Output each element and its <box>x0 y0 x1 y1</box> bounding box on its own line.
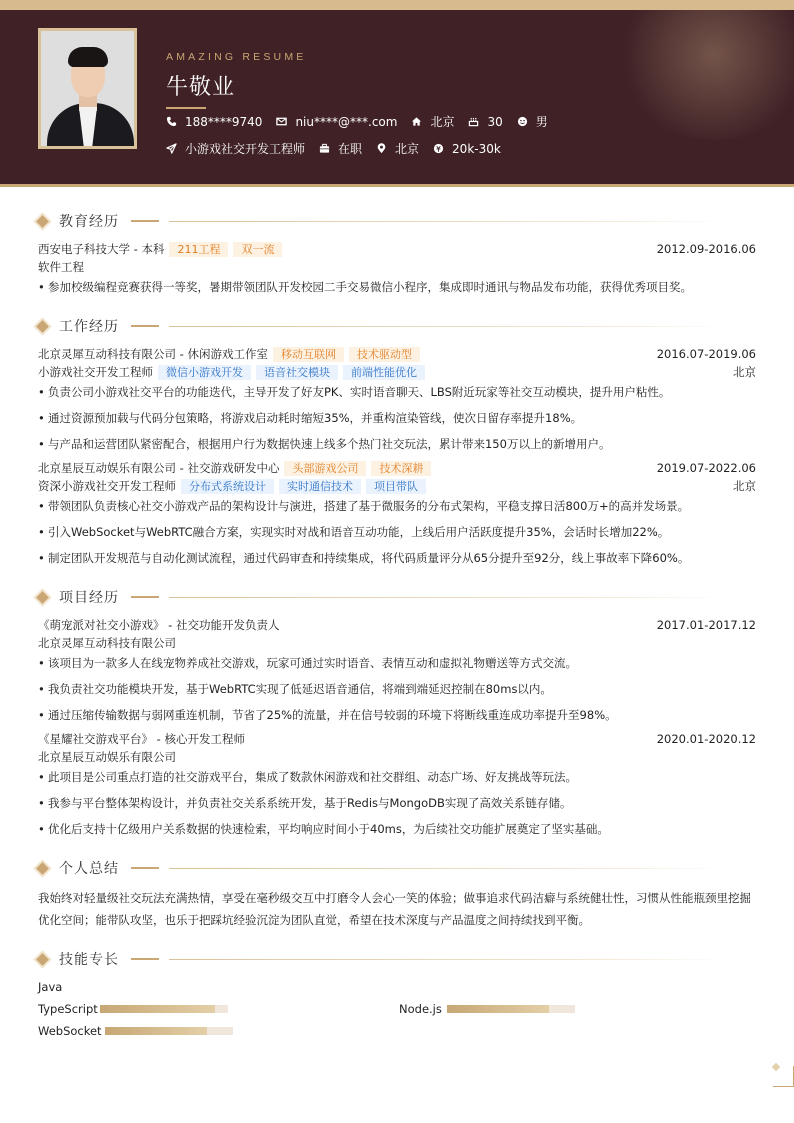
project-row <box>38 617 756 633</box>
phone-text: 188****9740 <box>185 114 263 129</box>
section-skills <box>34 949 724 969</box>
section-work <box>34 316 724 336</box>
tag: 双一流 <box>233 242 282 257</box>
tag: 实时通信技术 <box>279 479 361 494</box>
period: 2016.07-2019.06 <box>656 347 756 361</box>
tag: 211工程 <box>169 242 228 257</box>
period: 2012.09-2016.06 <box>656 242 756 256</box>
tag: 微信小游戏开发 <box>158 365 251 380</box>
gender-icon <box>517 116 528 127</box>
section-title: 技能专长 <box>59 952 119 968</box>
school-name: 西安电子科技大学 - 本科 <box>38 242 165 256</box>
bullet-item: • 带领团队负责核心社交小游戏产品的架构设计与演进，搭建了基于微服务的分布式架构，平稳支撑日活800万+的高并发场景。 <box>38 498 756 514</box>
work-title-row <box>38 478 756 494</box>
resume-header <box>0 10 794 185</box>
bullet-item: • 我参与平台整体架构设计，并负责社交关系系统开发，基于Redis与MongoDB实现了高效关系链存储。 <box>38 795 756 811</box>
diamond-icon <box>36 953 49 966</box>
target-position-text: 小游戏社交开发工程师 <box>185 142 306 156</box>
period: 2017.01-2017.12 <box>656 618 756 632</box>
summary-text: 我始终对轻量级社交玩法充满热情，享受在毫秒级交互中打磨令人会心一笑的体验；做事追求代码洁癖与系统健壮性，习惯从性能瓶颈里挖掘优化空间；能带队攻坚，也乐于把踩坑经验沉淀为团队直觉，希望在技术深度与产品温度之间持续找到平衡。 <box>38 891 751 927</box>
tag: 分布式系统设计 <box>181 479 274 494</box>
project-company: 北京灵犀互动科技有限公司 <box>38 636 176 650</box>
project-row <box>38 731 756 747</box>
home-icon <box>411 116 422 127</box>
header-glow <box>614 10 794 140</box>
diamond-icon <box>36 591 49 604</box>
company-name: 北京星辰互动娱乐有限公司 - 社交游戏研发中心 <box>38 461 280 475</box>
briefcase-icon <box>319 143 330 154</box>
bullet-item: • 通过压缩传输数据与弱网重连机制，节省了25%的流量，并在信号较弱的环境下将断线重连成功率提升至98%。 <box>38 707 756 723</box>
tag: 技术深耕 <box>371 461 431 476</box>
skill-bar-fill <box>105 1027 207 1035</box>
status-text: 在职 <box>338 142 363 156</box>
tag: 移动互联网 <box>273 347 344 362</box>
bullet-item: • 引入WebSocket与WebRTC融合方案，实现实时对战和语音互动功能，上线后用户活跃度提升35%，会话时长增加22%。 <box>38 524 756 540</box>
salary-text: 20k-30k <box>452 141 501 156</box>
section-title: 教育经历 <box>59 214 119 230</box>
work-company-row <box>38 346 756 362</box>
diamond-icon <box>36 862 49 875</box>
bullet-item: • 该项目为一款多人在线宠物养成社交游戏，玩家可通过实时语音、表情互动和虚拟礼物赠送等方式交流。 <box>38 655 756 671</box>
skill-bar <box>100 1005 228 1013</box>
major: 软件工程 <box>38 260 84 274</box>
company-name: 北京灵犀互动科技有限公司 - 休闲游戏工作室 <box>38 347 268 361</box>
period: 2020.01-2020.12 <box>656 732 756 746</box>
period: 2019.07-2022.06 <box>656 461 756 475</box>
tag: 头部游戏公司 <box>284 461 366 476</box>
skill-bar-fill <box>447 1005 549 1013</box>
tag: 语音社交模块 <box>256 365 338 380</box>
send-icon <box>166 143 177 154</box>
name-underline <box>166 107 206 109</box>
location: 北京 <box>733 365 756 379</box>
city-text: 北京 <box>395 142 420 156</box>
job-intent-row <box>166 140 515 157</box>
header-bottom-line <box>0 184 794 187</box>
bullet-item: • 负责公司小游戏社交平台的功能迭代，主导开发了好友PK、实时语音聊天、LBS附近玩家等社交互动模块，提升用户粘性。 <box>38 384 756 400</box>
skill-name: Node.js <box>399 1002 442 1016</box>
section-projects <box>34 587 724 607</box>
tag: 项目带队 <box>366 479 426 494</box>
cake-icon <box>468 116 479 127</box>
tag: 技术驱动型 <box>349 347 420 362</box>
hometown-text: 北京 <box>430 115 455 129</box>
skill-bar <box>105 1027 233 1035</box>
contact-row <box>166 113 562 130</box>
bullet-item: • 我负责社交功能模块开发，基于WebRTC实现了低延迟语音通信，将端到端延迟控制在80ms以内。 <box>38 681 756 697</box>
tag: 前端性能优化 <box>343 365 425 380</box>
top-accent-bar <box>0 0 794 10</box>
job-title: 小游戏社交开发工程师 <box>38 365 153 379</box>
header-tagline: AMAZING RESUME <box>166 51 307 63</box>
coin-icon <box>433 143 444 154</box>
skill-name: TypeScript <box>38 1002 98 1016</box>
bullet-item: • 与产品和运营团队紧密配合，根据用户行为数据快速上线多个热门社交玩法，累计带来150万以上的新增用户。 <box>38 436 756 452</box>
section-title: 个人总结 <box>59 861 119 877</box>
skill-name: WebSocket <box>38 1024 102 1038</box>
bullet-item: • 制定团队开发规范与自动化测试流程，通过代码审查和持续集成，将代码质量评分从65分提升至92分，线上事故率下降60%。 <box>38 550 756 566</box>
email-text: niu****@***.com <box>295 114 398 129</box>
work-title-row <box>38 364 756 380</box>
bullet-item: • 此项目是公司重点打造的社交游戏平台，集成了数款休闲游戏和社交群组、动态广场、好友挑战等玩法。 <box>38 769 756 785</box>
project-name: 《星耀社交游戏平台》 - 核心开发工程师 <box>38 732 245 746</box>
diamond-icon <box>36 320 49 333</box>
section-title: 工作经历 <box>59 319 119 335</box>
skill-bar <box>447 1005 575 1013</box>
candidate-name: 牛敬业 <box>166 75 236 100</box>
section-summary <box>34 858 724 878</box>
section-education <box>34 211 724 231</box>
location: 北京 <box>733 479 756 493</box>
work-company-row <box>38 460 756 476</box>
project-name: 《萌宠派对社交小游戏》 - 社交功能开发负责人 <box>38 618 280 632</box>
bullet-item: • 优化后支持十亿级用户关系数据的快速检索，平均响应时间小于40ms，为后续社交功能扩展奠定了坚实基础。 <box>38 821 756 837</box>
phone-icon <box>166 116 177 127</box>
job-title: 资深小游戏社交开发工程师 <box>38 479 176 493</box>
age-text: 30 <box>487 114 503 129</box>
pin-icon <box>376 143 387 154</box>
profile-photo <box>38 28 137 149</box>
bullet-item: • 参加校级编程竞赛获得一等奖，暑期带领团队开发校园二手交易微信小程序，集成即时通讯与物品发布功能，获得优秀项目奖。 <box>38 279 756 295</box>
section-title: 项目经历 <box>59 590 119 606</box>
bullet-item: • 通过资源预加载与代码分包策略，将游戏启动耗时缩短35%，并重构渲染管线，使次日留存率提升18%。 <box>38 410 756 426</box>
gender-text: 男 <box>535 115 548 129</box>
mail-icon <box>276 116 287 127</box>
skill-name: Java <box>38 980 63 994</box>
diamond-icon <box>36 215 49 228</box>
education-entry <box>38 241 756 257</box>
skill-bar-fill <box>100 1005 215 1013</box>
project-company: 北京星辰互动娱乐有限公司 <box>38 750 176 764</box>
